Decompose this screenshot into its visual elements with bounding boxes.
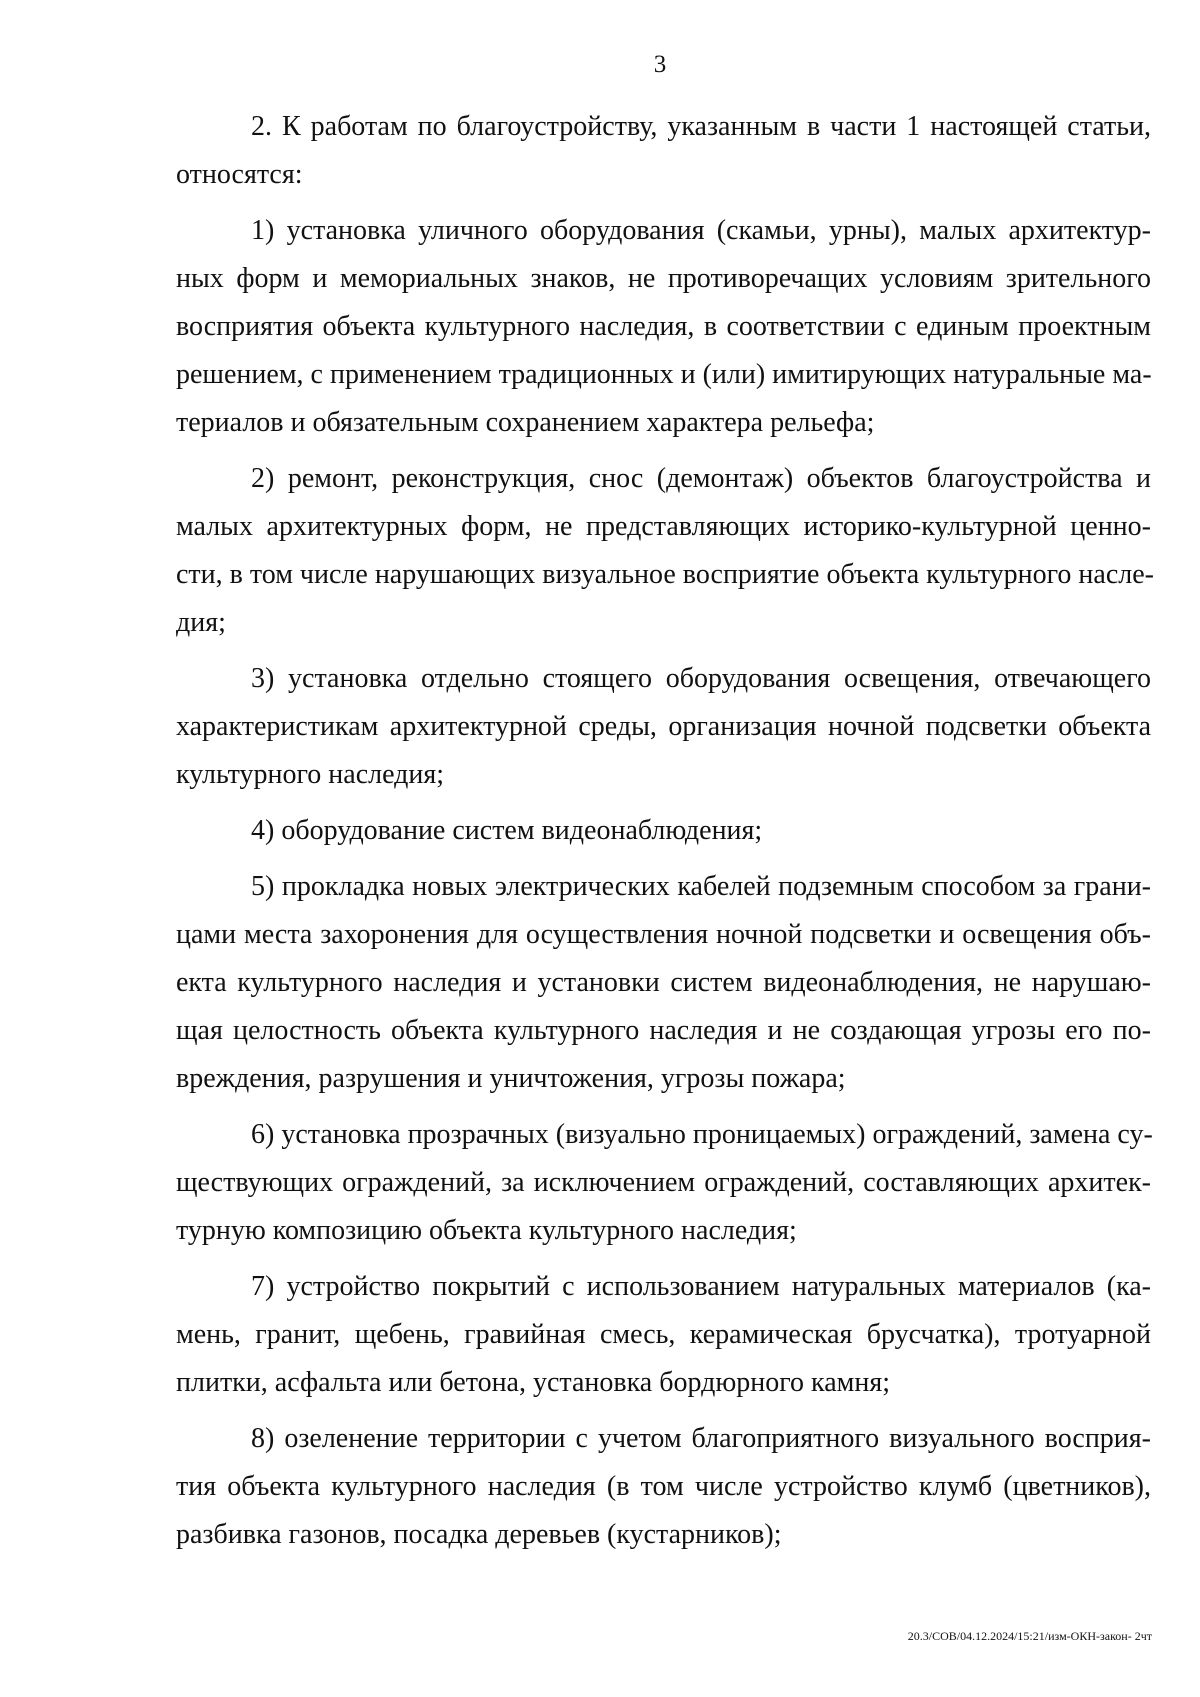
text-line: решением, с применением традиционных и (или) имитирующих натуральные ма- xyxy=(176,359,1152,390)
text-line: дия; xyxy=(176,607,226,638)
text-line: ществующих ограждений, за исключением ограждений, составляющих архитек- xyxy=(176,1167,1151,1198)
list-item-3 xyxy=(176,655,1151,799)
text-line: мень, гранит, щебень, гравийная смесь, керамическая брусчатка), тротуарной xyxy=(176,1319,1151,1350)
list-item-6 xyxy=(176,1111,1151,1255)
text-line: 1) установка уличного оборудования (скамьи, урны), малых архитектур- xyxy=(251,215,1151,246)
text-line: плитки, асфальта или бетона, установка бордюрного камня; xyxy=(176,1367,891,1398)
text-line: 6) установка прозрачных (визуально проницаемых) ограждений, замена су- xyxy=(251,1119,1153,1150)
list-item-2 xyxy=(176,455,1154,647)
list-item-8 xyxy=(176,1415,1151,1559)
list-item-7 xyxy=(176,1263,1151,1407)
text-line: культурного наследия; xyxy=(176,759,445,790)
text-line: 8) озеленение территории с учетом благоприятного визуального восприя- xyxy=(251,1423,1151,1454)
text-line: вреждения, разрушения и уничтожения, угрозы пожара; xyxy=(176,1063,846,1094)
text-line: турную композицию объекта культурного наследия; xyxy=(176,1215,797,1246)
text-line: териалов и обязательным сохранением характера рельефа; xyxy=(176,407,875,438)
text-line: разбивка газонов, посадка деревьев (кустарников); xyxy=(176,1519,782,1550)
text-line: 5) прокладка новых электрических кабелей подземным способом за грани- xyxy=(251,871,1151,902)
text-line: характеристикам архитектурной среды, организация ночной подсветки объекта xyxy=(176,711,1151,742)
text-line: щая целостность объекта культурного наследия и не создающая угрозы его по- xyxy=(176,1015,1151,1046)
text-line: 2. К работам по благоустройству, указанным в части 1 настоящей статьи, xyxy=(251,111,1151,142)
list-item-4 xyxy=(176,807,1151,855)
text-line: восприятия объекта культурного наследия, в соответствии с единым проектным xyxy=(176,311,1151,342)
text-line: 7) устройство покрытий с использованием натуральных материалов (ка- xyxy=(251,1271,1151,1302)
text-line: относятся: xyxy=(176,159,303,190)
text-line: 3) установка отдельно стоящего оборудования освещения, отвечающего xyxy=(251,663,1151,694)
list-item-5 xyxy=(176,863,1151,1103)
document-footer-code: 20.3/СОВ/04.12.2024/15:21/изм-ОКН-закон- 2чт xyxy=(907,1629,1152,1643)
text-line: тия объекта культурного наследия (в том числе устройство клумб (цветников), xyxy=(176,1471,1151,1502)
text-line: 4) оборудование систем видеонаблюдения; xyxy=(251,815,763,846)
text-line: ных форм и мемориальных знаков, не противоречащих условиям зрительного xyxy=(176,263,1151,294)
text-line: сти, в том числе нарушающих визуальное восприятие объекта культурного насле- xyxy=(176,559,1154,590)
document-body xyxy=(176,103,1154,1559)
text-line: цами места захоронения для осуществления ночной подсветки и освещения объ- xyxy=(176,919,1151,950)
list-item-1 xyxy=(176,207,1151,447)
page-number: 3 xyxy=(653,51,667,78)
text-line: 2) ремонт, реконструкция, снос (демонтаж) объектов благоустройства и xyxy=(251,463,1151,494)
paragraph-article-2-intro xyxy=(176,103,1151,199)
text-line: малых архитектурных форм, не представляющих историко-культурной ценно- xyxy=(176,511,1151,542)
text-line: екта культурного наследия и установки систем видеонаблюдения, не нарушаю- xyxy=(176,967,1151,998)
